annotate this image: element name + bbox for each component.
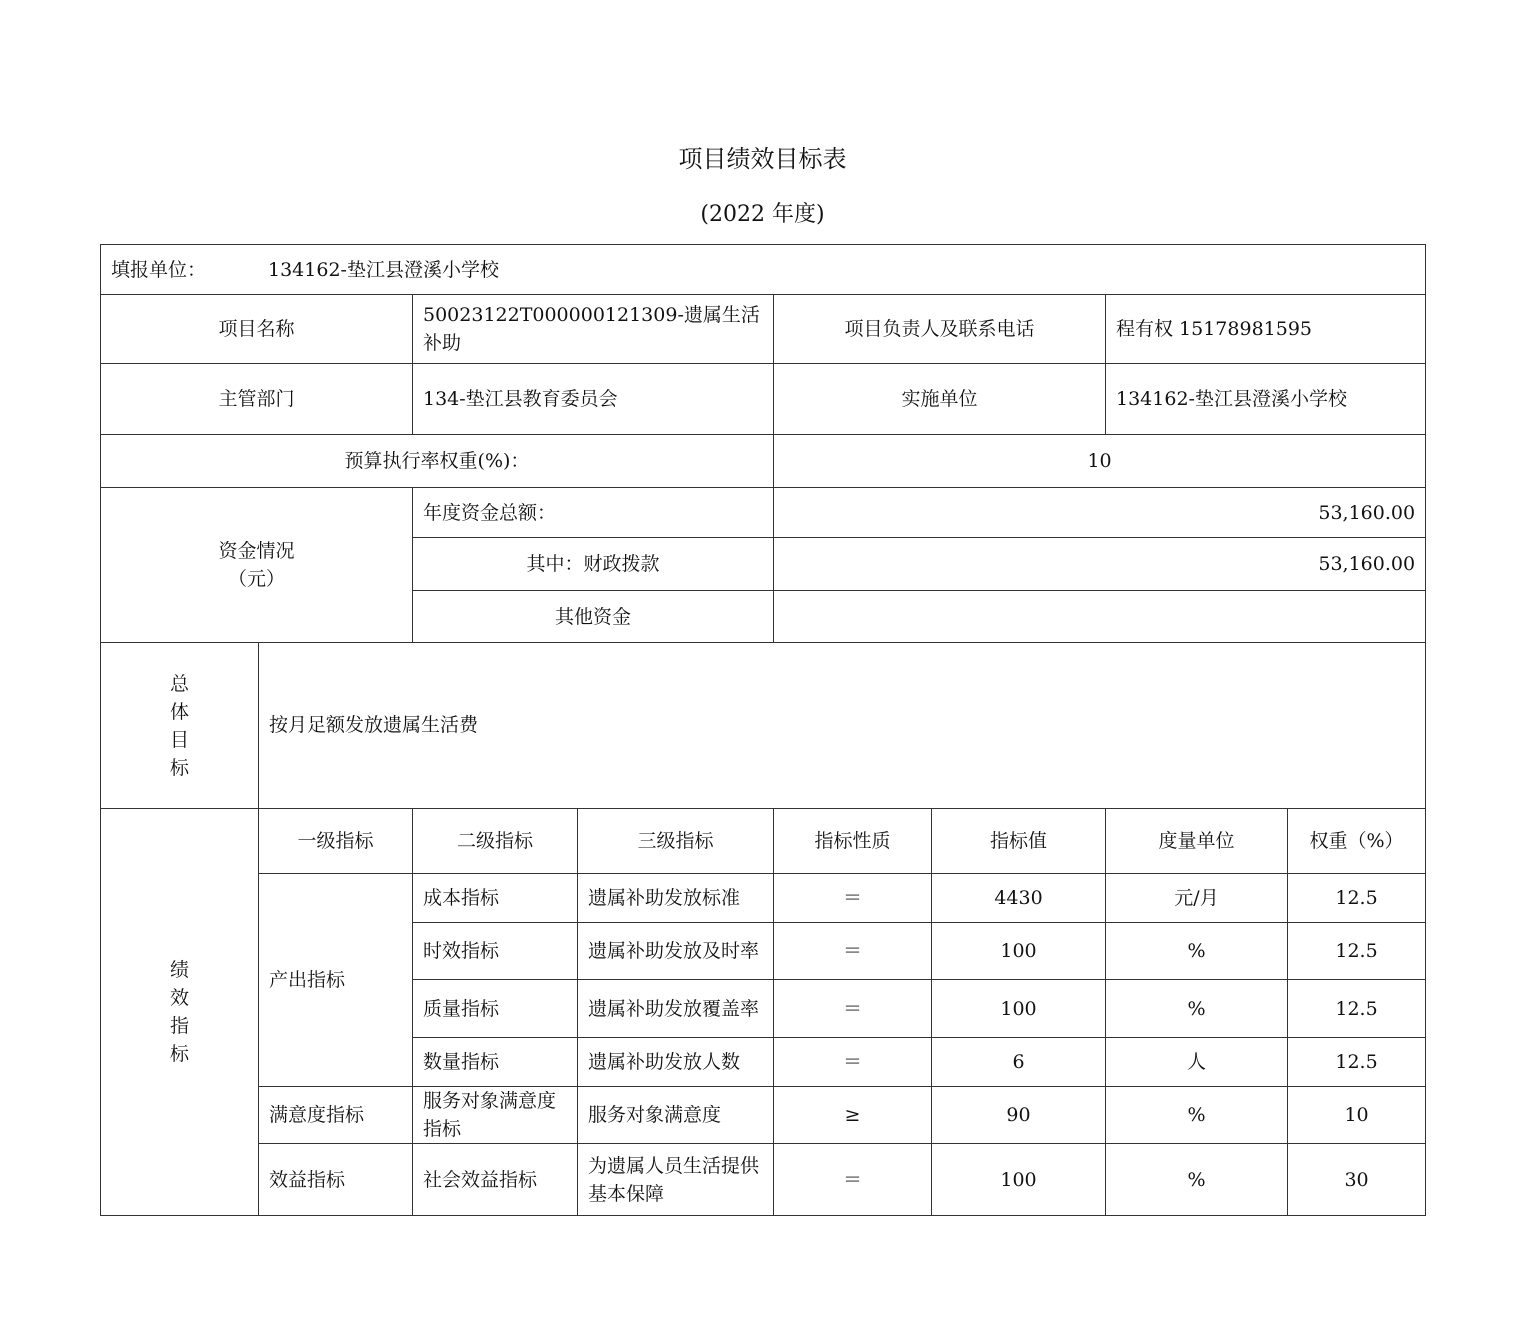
weight-cell: 10 [1288, 1087, 1426, 1144]
other-funds-label: 其他资金 [413, 591, 774, 643]
project-name-value: 50023122T000000121309-遗属生活补助 [413, 295, 774, 364]
annual-funds-label: 年度资金总额： [413, 488, 774, 538]
budget-weight-value: 10 [774, 435, 1426, 488]
header-value: 指标值 [932, 809, 1106, 874]
reporting-unit-cell [101, 245, 1426, 295]
table-row [101, 1144, 1426, 1216]
output-indicator-label: 产出指标 [259, 874, 413, 1087]
value-cell: 100 [932, 1144, 1106, 1216]
project-name-label: 项目名称 [101, 295, 413, 364]
header-unit: 度量单位 [1106, 809, 1288, 874]
overall-goal-value: 按月足额发放遗属生活费 [259, 643, 1426, 809]
performance-label: 绩效指标 [169, 959, 189, 1065]
indicator-header-row [101, 809, 1426, 874]
reporting-unit-label: 填报单位： [111, 258, 207, 281]
level3-cell: 为遗属人员生活提供基本保障 [578, 1144, 774, 1216]
header-level1: 一级指标 [259, 809, 413, 874]
nature-cell: ＝ [774, 980, 932, 1038]
weight-cell: 12.5 [1288, 874, 1426, 923]
level2-cell: 服务对象满意度指标 [413, 1087, 578, 1144]
table-row [101, 874, 1426, 923]
budget-weight-label: 预算执行率权重(%)： [101, 435, 774, 488]
fiscal-funds-label: 其中：财政拨款 [413, 538, 774, 591]
unit-cell: % [1106, 1087, 1288, 1144]
page-subtitle: (2022 年度) [700, 202, 825, 227]
nature-cell: ≥ [774, 1087, 932, 1144]
overall-goal-row [101, 643, 1426, 809]
funds-label-cell [101, 488, 413, 643]
level3-cell: 遗属补助发放人数 [578, 1038, 774, 1087]
funds-unit-label: （元） [227, 568, 285, 590]
implementing-unit-label: 实施单位 [774, 364, 1106, 435]
level3-cell: 服务对象满意度 [578, 1087, 774, 1144]
department-label: 主管部门 [101, 364, 413, 435]
page-title: 项目绩效目标表 [678, 145, 847, 173]
nature-cell: ＝ [774, 1038, 932, 1087]
weight-cell: 12.5 [1288, 980, 1426, 1038]
value-cell: 90 [932, 1087, 1106, 1144]
department-row [101, 364, 1426, 435]
performance-label-cell [101, 809, 259, 1216]
unit-cell: % [1106, 923, 1288, 980]
level3-cell: 遗属补助发放覆盖率 [578, 980, 774, 1038]
funds-annual-row [101, 488, 1426, 538]
level2-cell: 成本指标 [413, 874, 578, 923]
funds-label: 资金情况 [218, 540, 295, 562]
value-cell: 4430 [932, 874, 1106, 923]
nature-cell: ＝ [774, 1144, 932, 1216]
unit-cell: 元/月 [1106, 874, 1288, 923]
header-nature: 指标性质 [774, 809, 932, 874]
overall-goal-label: 总体目标 [169, 672, 189, 779]
overall-goal-label-cell [101, 643, 259, 809]
reporting-unit-row [101, 245, 1426, 295]
nature-cell: ＝ [774, 923, 932, 980]
other-funds-value [774, 591, 1426, 643]
value-cell: 100 [932, 980, 1106, 1038]
table-row [101, 1087, 1426, 1144]
nature-cell: ＝ [774, 874, 932, 923]
level2-cell: 时效指标 [413, 923, 578, 980]
unit-cell: % [1106, 980, 1288, 1038]
budget-weight-row [101, 435, 1426, 488]
reporting-unit-value: 134162-垫江县澄溪小学校 [268, 258, 499, 281]
level3-cell: 遗属补助发放及时率 [578, 923, 774, 980]
project-leader-label: 项目负责人及联系电话 [774, 295, 1106, 364]
header-level3: 三级指标 [578, 809, 774, 874]
header-weight: 权重（%） [1288, 809, 1426, 874]
performance-goal-table [100, 244, 1426, 1216]
level2-cell: 社会效益指标 [413, 1144, 578, 1216]
unit-cell: 人 [1106, 1038, 1288, 1087]
benefit-indicator-label: 效益指标 [259, 1144, 413, 1216]
department-value: 134-垫江县教育委员会 [413, 364, 774, 435]
level3-cell: 遗属补助发放标准 [578, 874, 774, 923]
header-level2: 二级指标 [413, 809, 578, 874]
annual-funds-value: 53,160.00 [774, 488, 1426, 538]
project-leader-value: 程有权 15178981595 [1106, 295, 1426, 364]
value-cell: 6 [932, 1038, 1106, 1087]
fiscal-funds-value: 53,160.00 [774, 538, 1426, 591]
project-name-row [101, 295, 1426, 364]
level2-cell: 质量指标 [413, 980, 578, 1038]
value-cell: 100 [932, 923, 1106, 980]
unit-cell: % [1106, 1144, 1288, 1216]
weight-cell: 12.5 [1288, 1038, 1426, 1087]
weight-cell: 12.5 [1288, 923, 1426, 980]
weight-cell: 30 [1288, 1144, 1426, 1216]
satisfaction-indicator-label: 满意度指标 [259, 1087, 413, 1144]
implementing-unit-value: 134162-垫江县澄溪小学校 [1106, 364, 1426, 435]
level2-cell: 数量指标 [413, 1038, 578, 1087]
